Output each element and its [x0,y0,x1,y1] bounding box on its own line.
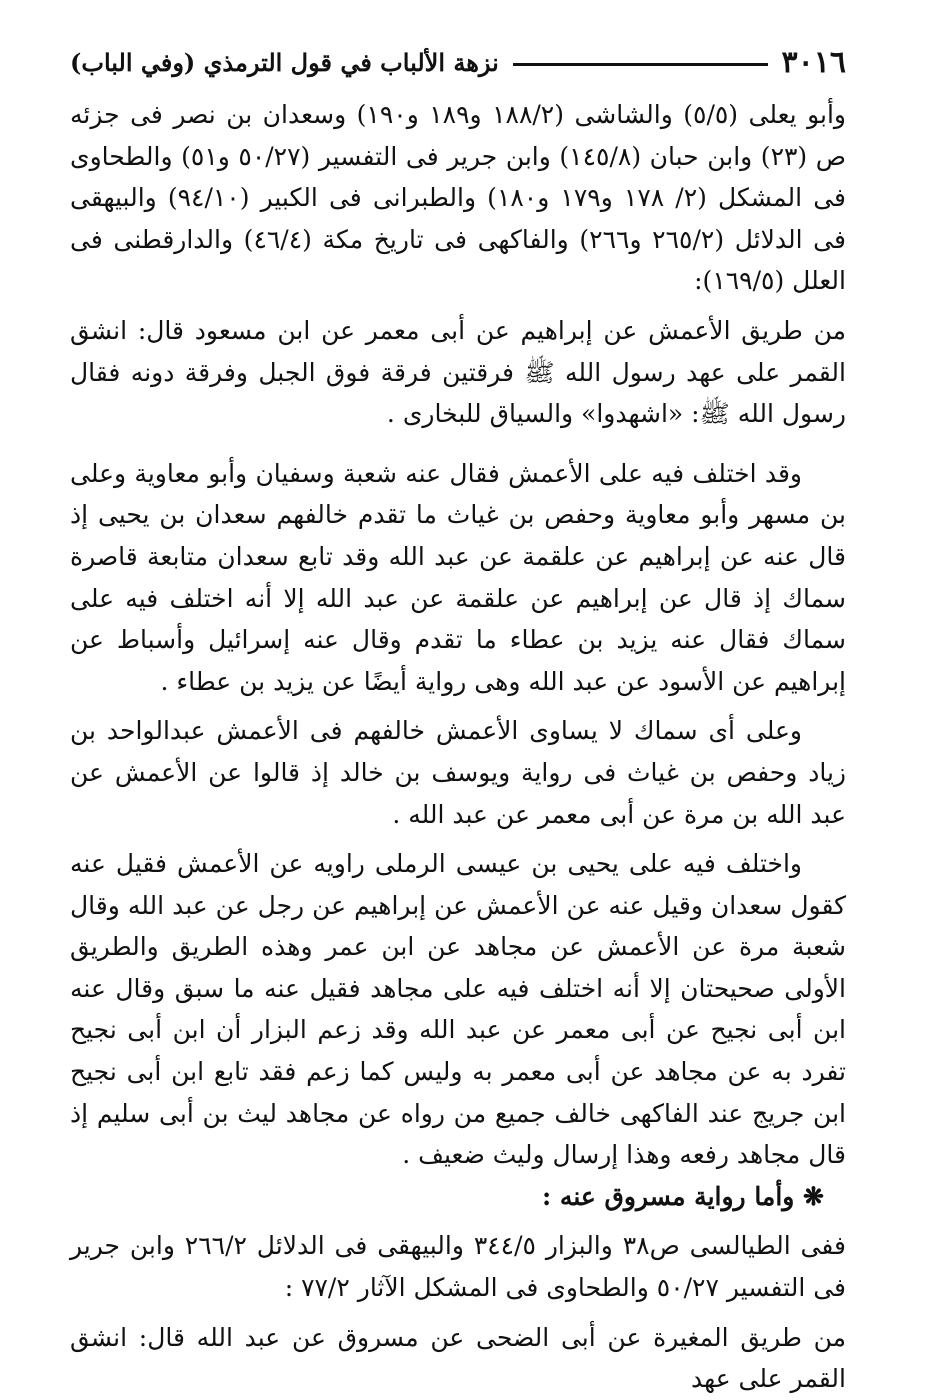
citation-paragraph: وأبو يعلى (٥/٥) والشاشى (١٨٨/٢ و١٨٩ و١٩٠) وسعدان بن نصر فى جزئه ص (٢٣) وابن حبان (١٤٥/٨) وابن جرير فى التفسير (٥٠/٢٧ و٥١) والطحاوى فى المشكل (٢/ ١٧٨ و١٧٩ و١٨٠) والطبرانى فى الكبير (٩٤/١٠) والبيهقى فى الدلائل (٢٦٥/٢ و٢٦٦) والفاكهى فى تاريخ مكة (٤٦/٤) والدارقطنى فى العلل (١٦٩/٥): [70,100,846,296]
section-heading: ❋ وأما رواية مسروق عنه : [542,1181,824,1211]
header-rule [513,63,768,66]
narration-paragraph: من طريق الأعمش عن إبراهيم عن أبى معمر عن ابن مسعود قال: انشق القمر على عهد رسول الله ﷺ فرقتين فرقة فوق الجبل وفرقة دونه فقال رسول الله ﷺ: «اشهدوا» والسياق للبخارى . [70,315,846,429]
narration-paragraph: من طريق المغيرة عن أبى الضحى عن مسروق عن عبد الله قال: انشق القمر على عهد [70,1322,846,1394]
page-header [70,40,846,84]
page-number: ٣٠١٦ [781,44,846,80]
analysis-paragraph: واختلف فيه على يحيى بن عيسى الرملى راويه عن الأعمش فقيل عنه كقول سعدان وقيل عنه عن الأعمش عن إبراهيم عن رجل عن عبد الله وقال شعبة مرة عن الأعمش عن مجاهد عن ابن عمر وهذه الطريق والطريق الأولى صحيحتان إلا أنه اختلف فيه على مجاهد فقيل عنه ما سبق وقال عنه ابن أبى نجيح عن أبى معمر عن عبد الله وقد زعم البزار أن ابن أبى نجيح تفرد به عن مجاهد عن أبى معمر به وليس كما زعم فقد تابع ابن أبى نجيح ابن جريج عند الفاكهى خالف جميع من رواه عن مجاهد ليث بن أبى سليم إذ قال مجاهد رفعه وهذا إرسال وليث ضعيف . [70,849,846,1170]
analysis-paragraph: وعلى أى سماك لا يساوى الأعمش خالفهم فى الأعمش عبدالواحد بن زياد وحفص بن غياث فى رواية ويوسف بن خالد إذ قالوا عن الأعمش عن عبد الله بن مرة عن أبى معمر عن عبد الله . [70,716,846,829]
running-title: نزهة الألباب في قول الترمذي (وفي الباب) [70,47,499,77]
analysis-paragraph: وقد اختلف فيه على الأعمش فقال عنه شعبة وسفيان وأبو معاوية وعلى بن مسهر وأبو معاوية وحفص بن غياث ما تقدم خالفهم سعدان بن يحيى إذ قال عنه عن إبراهيم عن علقمة عن عبد الله وقد تابع سعدان متابعة قاصرة سماك إذ قال عن إبراهيم عن علقمة عن عبد الله إلا أنه اختلف فيه على سماك فقال عنه يزيد بن عطاء ما تقدم وقال عنه إسرائيل وأسباط عن إبراهيم عن الأسود عن عبد الله وهى رواية أيضًا عن يزيد بن عطاء . [70,458,846,696]
body-text [70,94,846,1400]
citation-paragraph: ففى الطيالسى ص٣٨ والبزار ٣٤٤/٥ والبيهقى فى الدلائل ٢٦٦/٢ وابن جرير فى التفسير ٥٠/٢٧ والطحاوى فى المشكل الآثار ٧٧/٢ : [70,1231,846,1303]
